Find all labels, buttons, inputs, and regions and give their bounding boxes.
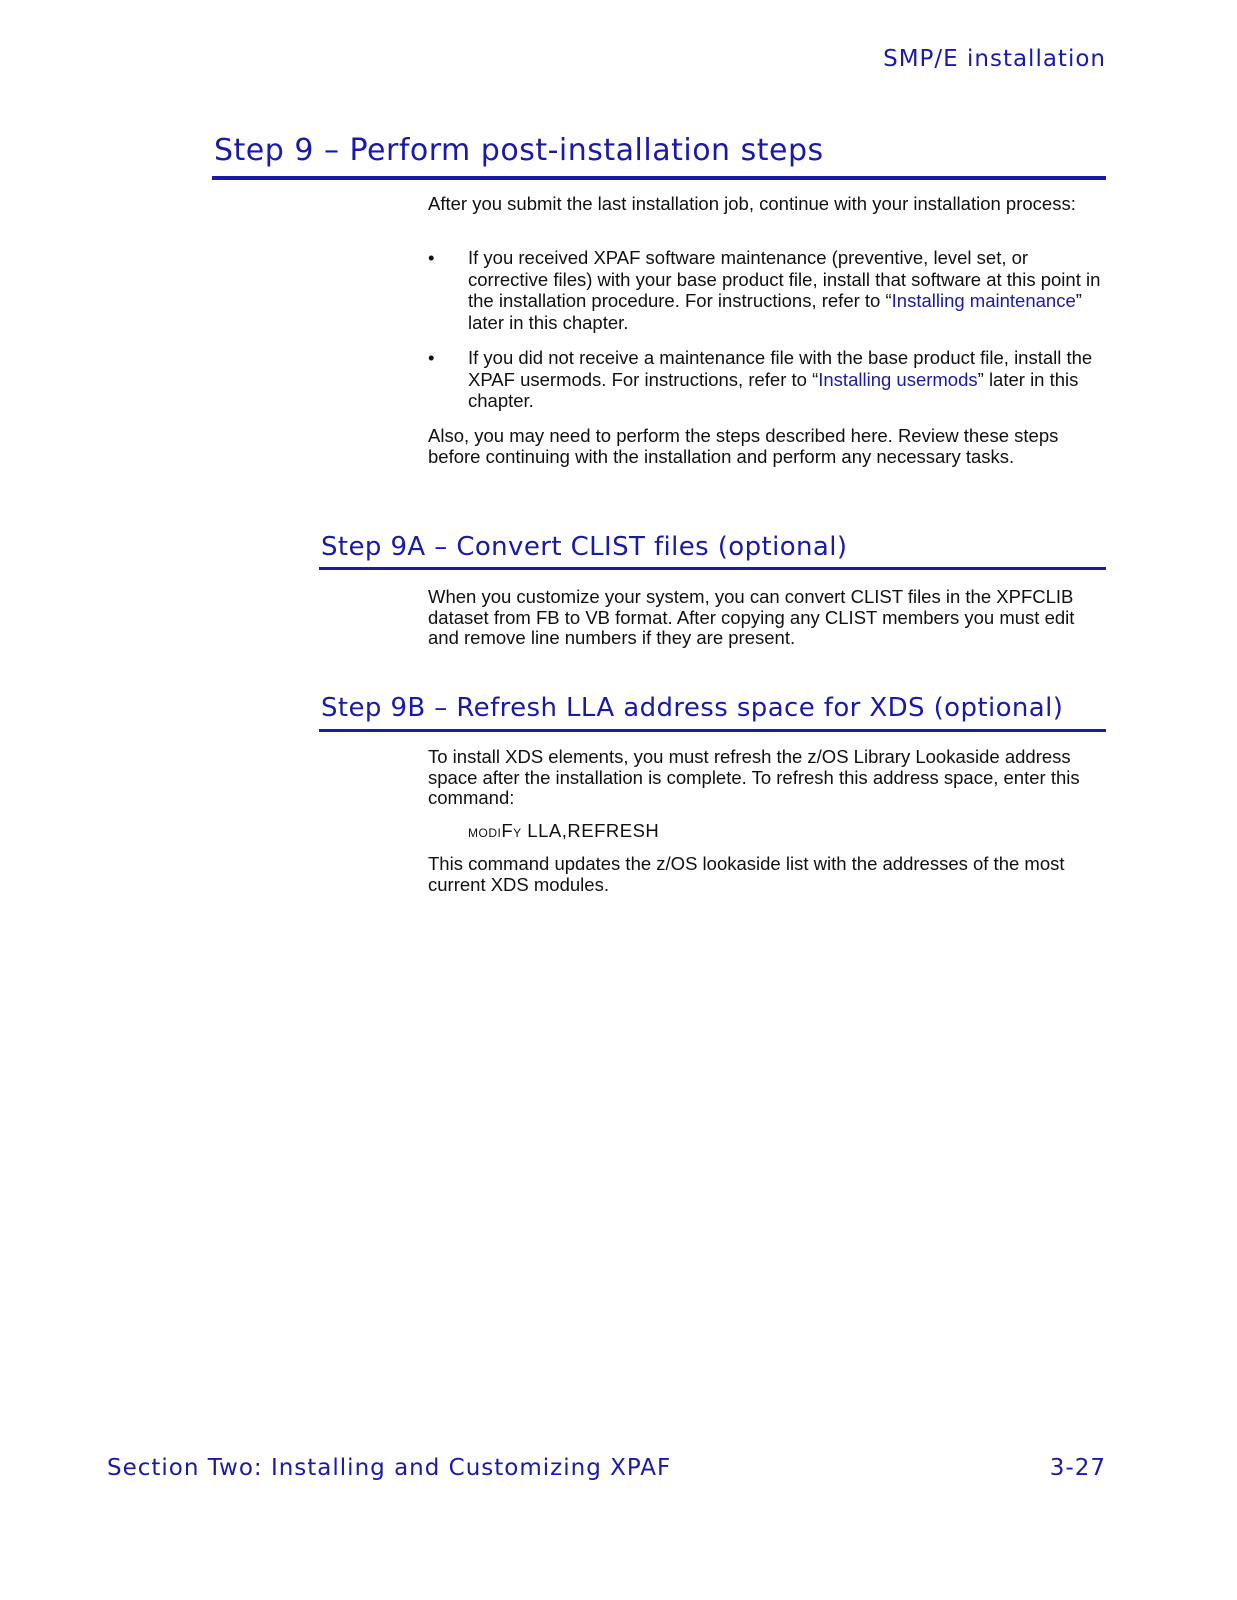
- step9-heading: Step 9 – Perform post-installation steps: [214, 133, 824, 168]
- bullet-text: If you received XPAF software maintenance (preventive, level set, or corrective files) with your base product file, install that software at this point in the installation procedure. For instructions, refer to “Installing maintenance” later in this chapter.: [468, 247, 1101, 333]
- heading-rule: [319, 567, 1106, 570]
- command-text: MODIFY LLA,REFRESH: [468, 820, 660, 841]
- step9-outro: Also, you may need to perform the steps described here. Review these steps before continuing with the installation and perform any necessary tasks.: [428, 425, 1059, 467]
- step9a-heading: Step 9A – Convert CLIST files (optional): [321, 532, 848, 562]
- bullet-icon: •: [428, 247, 435, 268]
- bullet-text: If you did not receive a maintenance file with the base product file, install the XPAF usermods. For instructions, refer to “Installing usermods” later in this chapter.: [468, 347, 1093, 411]
- list-item: [428, 347, 1108, 413]
- installing-maintenance-link[interactable]: Installing maintenance: [891, 290, 1076, 311]
- step9b-after: This command updates the z/OS lookaside list with the addresses of the most current XDS modules.: [428, 853, 1065, 895]
- list-item: [428, 247, 1108, 335]
- installing-usermods-link[interactable]: Installing usermods: [818, 368, 978, 390]
- heading-rule: [212, 176, 1106, 180]
- page-number: 3-27: [1049, 1455, 1106, 1481]
- step9b-heading: Step 9B – Refresh LLA address space for XDS (optional): [321, 693, 1064, 723]
- step9a-body: When you customize your system, you can convert CLIST files in the XPFCLIB dataset from FB to VB format. After copying any CLIST members you must edit and remove line numbers if they are present.: [428, 586, 1075, 648]
- heading-rule: [319, 729, 1106, 732]
- step9b-body: To install XDS elements, you must refresh the z/OS Library Lookaside address space after the installation is complete. To refresh this address space, enter this command:: [428, 746, 1080, 808]
- footer-section: Section Two: Installing and Customizing XPAF: [107, 1455, 672, 1481]
- running-header: SMP/E installation: [883, 46, 1106, 72]
- bullet-icon: •: [428, 347, 435, 368]
- step9-intro: After you submit the last installation job, continue with your installation process:: [428, 193, 1076, 214]
